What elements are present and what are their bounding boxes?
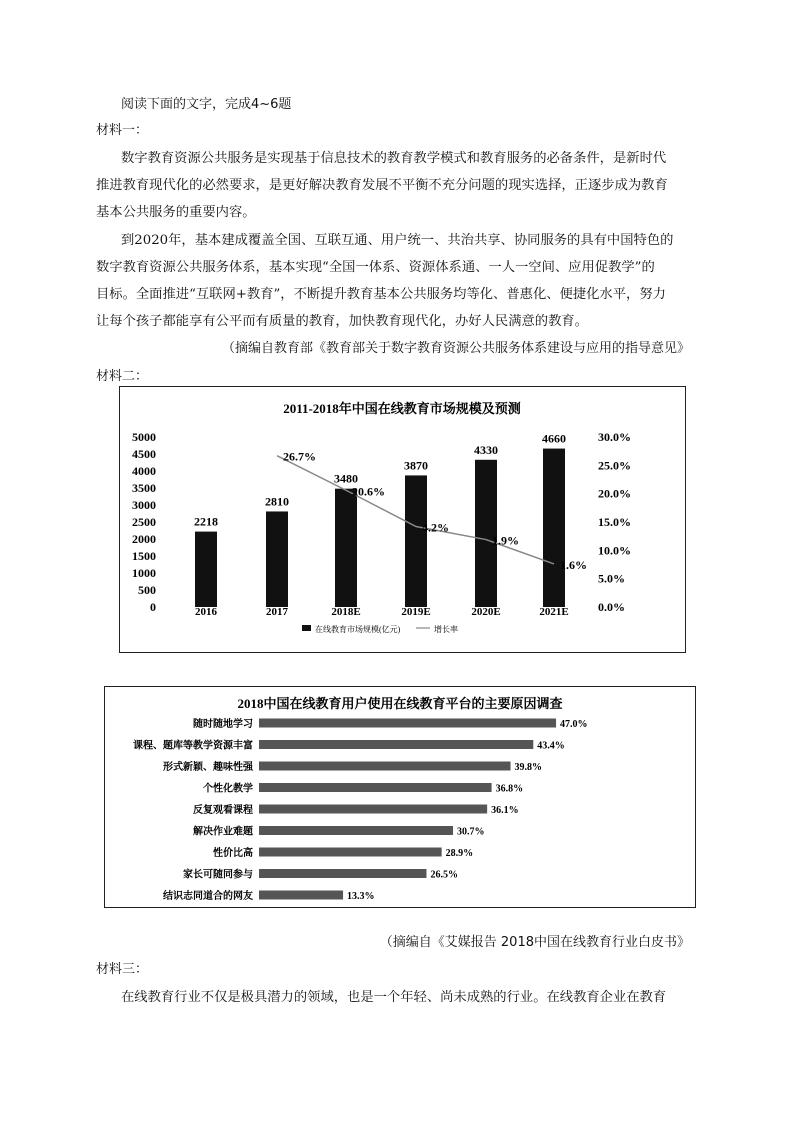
right-axis-tick: 20.0% — [598, 486, 631, 501]
material1-line: 基本公共服务的重要内容。 — [96, 205, 256, 220]
category-label: 2020E — [471, 606, 501, 618]
right-axis-tick: 30.0% — [598, 430, 631, 444]
category-label: 2016 — [195, 606, 217, 618]
bar-value-label: 2810 — [265, 494, 289, 509]
material1-line: 到2020年，基本建成覆盖全国、互联互通、用户统一、共治共享、协同服务的具有中国特色的 — [121, 233, 674, 248]
market-bar — [543, 449, 565, 607]
category-label: 个性化教学 — [203, 783, 253, 795]
market-bar — [266, 511, 288, 607]
category-label: 2018E — [331, 606, 361, 618]
material1-line: 让每个孩子都能享有公平而有质量的教育，加快教育现代化，办好人民满意的教育。 — [96, 314, 588, 329]
reason-bar — [259, 891, 343, 900]
right-axis-tick: 10.0% — [598, 543, 631, 558]
growth-rate-label: 20.6% — [352, 484, 385, 499]
category-label: 反复观看课程 — [193, 805, 253, 816]
material1-line: 推进教育现代化的必然要求，是更好解决教育发展不平衡不充分问题的现实选择，正逐步成为教育 — [96, 178, 668, 193]
market-size-chart — [119, 386, 686, 653]
bar-value-label: 4660 — [542, 431, 566, 446]
material1-line: 目标。全面推进“互联网+教育”，不断提升教育基本公共服务均等化、普惠化、便捷化水平，努力 — [96, 287, 666, 302]
material3-line: 在线教育行业不仅是极具潜力的领域，也是一个年轻、尚未成熟的行业。在线教育企业在教育 — [121, 990, 667, 1005]
bar-value-label: 4330 — [474, 442, 498, 457]
legend-line-label: 增长率 — [434, 625, 458, 634]
bar-value-label: 36.1% — [491, 805, 519, 816]
material1-line: 数字教育资源公共服务体系，基本实现“全国一体系、资源体系通、一人一空间、应用促教学”的 — [96, 260, 655, 275]
right-axis-tick: 25.0% — [598, 458, 631, 473]
material2-source: （摘编自《艾媒报告 2018中国在线教育行业白皮书》 — [379, 935, 690, 950]
legend-bar-label: 在线教育市场规模(亿元) — [315, 625, 401, 634]
market-bar — [195, 532, 217, 607]
reason-bar — [259, 848, 442, 857]
material1-heading: 材料一： — [96, 123, 149, 138]
category-label: 家长可随同参与 — [183, 869, 253, 881]
reason-bar — [259, 719, 556, 728]
bar-value-label: 36.8% — [495, 783, 524, 795]
left-axis-tick: 1500 — [132, 549, 156, 563]
reasons-chart-svg — [105, 687, 695, 907]
bar-value-label: 26.5% — [430, 869, 458, 881]
market-size-chart-svg — [120, 387, 685, 652]
intro-instruction: 阅读下面的文字，完成4~6题 — [121, 97, 292, 112]
left-axis-tick: 3000 — [132, 498, 156, 512]
reason-bar — [259, 805, 487, 814]
bar-value-label: 2218 — [194, 514, 218, 529]
reason-bar — [259, 826, 453, 835]
bar-value-label: 28.9% — [445, 848, 474, 859]
material3-heading: 材料三： — [96, 962, 149, 977]
category-label: 解决作业难题 — [193, 826, 253, 838]
market-bar — [335, 489, 357, 607]
material1-source: （摘编自教育部《教育部关于数字教育资源公共服务体系建设与应用的指导意见》 — [221, 341, 690, 356]
reason-bar — [259, 783, 492, 792]
bar-value-label: 3870 — [404, 458, 428, 473]
category-label: 随时随地学习 — [193, 719, 253, 730]
growth-rate-label: 26.7% — [283, 449, 316, 464]
category-label: 课程、题库等教学资源丰富 — [133, 740, 253, 752]
bar-value-label: 13.3% — [347, 891, 375, 902]
reasons-chart — [104, 686, 696, 908]
bar-value-label: 43.4% — [537, 740, 565, 752]
reason-bar — [259, 762, 511, 771]
market-bar — [405, 475, 427, 607]
category-label: 形式新颖、趣味性强 — [163, 762, 253, 773]
material2-heading: 材料二： — [96, 369, 149, 384]
legend-bar-swatch — [302, 625, 311, 631]
bar-value-label: 47.0% — [560, 719, 588, 730]
growth-rate-label: 1.6% — [560, 557, 587, 572]
left-axis-tick: 0 — [150, 600, 156, 614]
left-axis-tick: 2000 — [132, 532, 156, 546]
left-axis-tick: 1000 — [132, 566, 156, 580]
left-axis-tick: 4000 — [132, 464, 156, 478]
left-axis-tick: 5000 — [132, 430, 156, 444]
right-axis-tick: 5.0% — [598, 571, 625, 586]
left-axis-tick: 2500 — [132, 515, 156, 529]
reason-bar — [259, 740, 533, 749]
category-label: 性价比高 — [213, 848, 253, 859]
bar-value-label: 30.7% — [457, 826, 485, 838]
reason-bar — [259, 869, 426, 878]
right-axis-tick: 0.0% — [598, 600, 625, 614]
growth-rate-label: 1.9% — [492, 533, 519, 548]
category-label: 结识志同道合的网友 — [163, 891, 253, 902]
material1-line: 数字教育资源公共服务是实现基于信息技术的教育教学模式和教育服务的必备条件，是新时代 — [121, 151, 667, 166]
left-axis-tick: 3500 — [132, 481, 156, 495]
bar-value-label: 3480 — [334, 471, 358, 486]
chart-title: 2011-2018年中国在线教育市场规模及预测 — [283, 401, 521, 416]
left-axis-tick: 500 — [138, 583, 156, 597]
left-axis-tick: 4500 — [132, 447, 156, 461]
category-label: 2021E — [539, 606, 569, 618]
bar-value-label: 39.8% — [514, 762, 543, 773]
growth-rate-label: 4.2% — [422, 520, 449, 535]
category-label: 2019E — [401, 606, 431, 618]
category-label: 2017 — [266, 606, 288, 618]
chart-title: 2018中国在线教育用户使用在线教育平台的主要原因调查 — [237, 696, 563, 711]
right-axis-tick: 15.0% — [598, 515, 631, 529]
